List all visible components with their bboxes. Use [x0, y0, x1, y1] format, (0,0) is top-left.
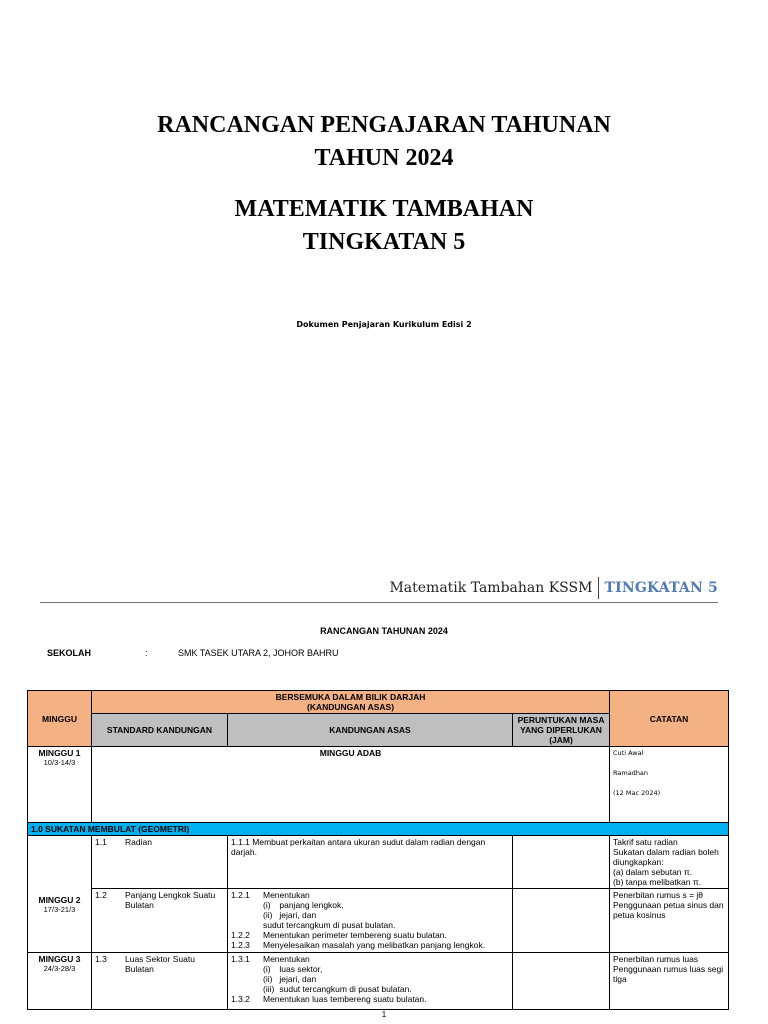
week3-hours — [513, 953, 610, 1010]
week1-label: MINGGU 1 — [38, 748, 81, 758]
week1-note-line1: Cuti Awal — [613, 749, 644, 757]
page-header — [40, 576, 718, 600]
week3-ka-sub2-num: (ii) — [263, 974, 273, 984]
week2-note — [610, 889, 729, 953]
week3-ka-sub3-num: (iii) — [263, 984, 275, 994]
week2-ka-text1: Menentukan — [263, 890, 310, 900]
week2-ka-sub2-num: (ii) — [263, 910, 273, 920]
radian-sk-title: Radian — [125, 837, 152, 847]
header-peruntukan-line2: YANG DIPERLUKAN — [520, 725, 602, 735]
header-peruntukan-line1: PERUNTUKAN MASA — [517, 715, 605, 725]
header-peruntukan — [513, 714, 610, 747]
week2-cell — [28, 836, 92, 953]
table-row-week1 — [28, 747, 729, 823]
cover-title-line1: RANCANGAN PENGAJARAN TAHUNAN — [157, 112, 611, 138]
week2-dates: 17/3-21/3 — [43, 904, 76, 914]
radian-note-line2: Sukatan dalam radian boleh diungkapkan: — [613, 847, 719, 867]
header-minggu: MINGGU — [28, 691, 92, 747]
radian-note-line1: Takrif satu radian — [613, 837, 678, 847]
week2-ka-sub2: jejari, dan — [279, 910, 317, 920]
header-standard: STANDARD KANDUNGAN — [92, 714, 228, 747]
header-group-line2: (KANDUNGAN ASAS) — [306, 702, 395, 712]
radian-note-line4: (b) tanpa melibatkan π. — [613, 877, 702, 887]
table-row-topic — [28, 823, 729, 836]
week2-ka-num3: 1.2.3 — [231, 940, 250, 950]
week2-ka-sub1-num: (i) — [263, 900, 271, 910]
radian-sk-num: 1.1 — [95, 837, 107, 847]
week1-note-line2: Ramadhan — [613, 769, 649, 777]
week2-ka-num2: 1.2.2 — [231, 930, 250, 940]
page-number: 1 — [381, 1010, 387, 1019]
week2-sk-num: 1.2 — [95, 890, 107, 900]
radian-hours — [513, 836, 610, 889]
week2-standard — [92, 889, 228, 953]
week3-ka-sub2: jejari, dan — [279, 974, 317, 984]
week3-content — [228, 953, 513, 1010]
week3-note-line2: Penggunaan rumus luas segi tiga — [613, 964, 724, 984]
week3-ka-num1: 1.3.1 — [231, 954, 250, 964]
yearly-plan-table — [27, 690, 729, 1010]
week3-ka-sub1: luas sektor, — [279, 964, 323, 974]
week3-ka-sub3: sudut tercangkum di pusat bulatan. — [279, 984, 412, 994]
table-row-week2 — [28, 889, 729, 953]
header-group-line1: BERSEMUKA DALAM BILIK DARJAH — [275, 692, 426, 702]
week3-ka-sub1-num: (i) — [263, 964, 271, 974]
week3-standard — [92, 953, 228, 1010]
header-kandungan: KANDUNGAN ASAS — [228, 714, 513, 747]
header-peruntukan-line3: (JAM) — [549, 735, 573, 745]
week3-cell — [28, 953, 92, 1010]
school-label: SEKOLAH — [47, 648, 92, 658]
week2-note-line2: Penggunaan petua sinus dan petua kosinus — [613, 900, 724, 920]
doc-heading: RANCANGAN TAHUNAN 2024 — [320, 626, 448, 636]
school-colon: : — [145, 648, 148, 658]
week2-ka-num1: 1.2.1 — [231, 890, 250, 900]
week1-dates: 10/3-14/3 — [43, 758, 76, 767]
cover-subject-line1: MATEMATIK TAMBAHAN — [234, 196, 534, 222]
table-header-row — [28, 691, 729, 714]
week2-content — [228, 889, 513, 953]
week1-cell — [28, 747, 92, 823]
school-value: SMK TASEK UTARA 2, JOHOR BAHRU — [178, 648, 339, 658]
radian-standard — [92, 836, 228, 889]
radian-content: 1.1.1 Membuat perkaitan antara ukuran sudut dalam radian dengan darjah. — [228, 836, 513, 889]
week3-dates: 24/3-28/3 — [43, 964, 76, 973]
table-row-radian — [28, 836, 729, 889]
header-level: TINGKATAN 5 — [604, 580, 718, 596]
week3-ka-num2: 1.3.2 — [231, 994, 250, 1004]
week3-ka-text1: Menentukan — [263, 954, 310, 964]
week1-content: MINGGU ADAB — [92, 747, 610, 823]
week3-note — [610, 953, 729, 1010]
cover-subject-line2: TINGKATAN 5 — [302, 229, 466, 255]
week3-sk-num: 1.3 — [95, 954, 107, 964]
table-row-week3 — [28, 953, 729, 1010]
header-catatan: CATATAN — [610, 691, 729, 747]
radian-note-line3: (a) dalam sebutan π. — [613, 867, 693, 877]
week1-note — [610, 747, 729, 823]
topic-title: 1.0 SUKATAN MEMBULAT (GEOMETRI) — [28, 823, 729, 836]
header-group — [92, 691, 610, 714]
week2-hours — [513, 889, 610, 953]
cover-subtitle: Dokumen Penjajaran Kurikulum Edisi 2 — [296, 320, 472, 329]
header-subject: Matematik Tambahan KSSM — [389, 577, 599, 599]
week2-ka-sub3: sudut tercangkum di pusat bulatan. — [263, 920, 396, 930]
week2-ka-sub1: panjang lengkok, — [279, 900, 344, 910]
week3-ka-text2: Menentukan luas tembereng suatu bulatan. — [263, 994, 427, 1004]
week2-label: MINGGU 2 — [38, 894, 81, 905]
header-rule — [40, 602, 718, 603]
week2-ka-text2: Menentukan perimeter tembereng suatu bulatan. — [263, 930, 447, 940]
week1-note-line3: (12 Mac 2024) — [613, 789, 661, 797]
week2-ka-text3: Menyelesaikan masalah yang melibatkan panjang lengkok. — [263, 940, 486, 950]
cover-title-line2: TAHUN 2024 — [314, 145, 454, 171]
week3-label: MINGGU 3 — [38, 954, 81, 964]
radian-note — [610, 836, 729, 889]
week2-note-line1: Penerbitan rumus s = jθ — [613, 890, 704, 900]
week3-note-line1: Penerbitan rumus luas — [613, 954, 699, 964]
week3-sk-title: Luas Sektor Suatu Bulatan — [125, 954, 195, 974]
week2-sk-title: Panjang Lengkok Suatu Bulatan — [125, 890, 216, 910]
